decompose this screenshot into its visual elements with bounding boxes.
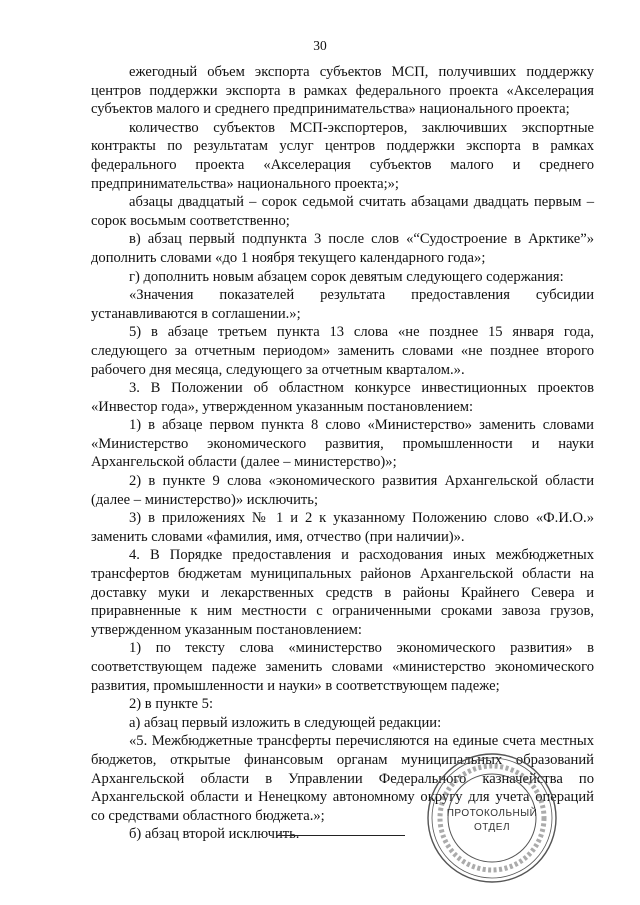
paragraph: абзацы двадцатый – сорок седьмой считать абзацами двадцать первым – сорок восьмым соответственно;	[91, 194, 594, 229]
paragraph: 3) в приложениях № 1 и 2 к указанному Положению слово «Ф.И.О.» заменить словами «фамилия, имя, отчество (при наличии)».	[91, 510, 594, 545]
paragraph: 5) в абзаце третьем пункта 13 слова «не позднее 15 января года, следующего за отчетным периодом» заменить словами «не позднее второго рабочего дня месяца, следующего за отчетным кварталом.».	[91, 324, 594, 378]
paragraph: а) абзац первый изложить в следующей редакции:	[129, 714, 442, 731]
signature-line	[277, 835, 405, 836]
paragraph: в) абзац первый подпункта 3 после слов «“Судостроение в Арктике”» дополнить словами «до 1 ноября текущего календарного года»;	[91, 231, 594, 266]
paragraph: 1) по тексту слова «министерство экономического развития» в соответствующем падеже заменить словами «министерство экономического развития, промышленности и науки» в соответствующем падеже;	[91, 640, 594, 694]
paragraph: 2) в пункте 9 слова «экономического развития Архангельской области (далее – министерство)» исключить;	[91, 473, 594, 508]
paragraph: 3. В Положении об областном конкурсе инвестиционных проектов «Инвестор года», утвержденном указанным постановлением:	[91, 380, 594, 415]
paragraph: б) абзац второй исключить.	[129, 826, 300, 843]
document-body	[91, 63, 594, 844]
paragraph: г) дополнить новым абзацем сорок девятым следующего содержания:	[129, 268, 564, 285]
stamp-label: ОТДЕЛ	[473, 822, 511, 833]
paragraph: «Значения показателей результата предоставления субсидии устанавливаются в соглашении.»;	[91, 287, 594, 322]
paragraph: количество субъектов МСП-экспортеров, заключивших экспортные контракты по результатам услуг центров поддержки экспорта в рамках федерального проекта «Акселерация субъектов малого и среднего предпринимательства» национального проекта;»;	[91, 119, 594, 192]
paragraph: 1) в абзаце первом пункта 8 слово «Министерство» заменить словами «Министерство экономического развития, промышленности и науки Архангельской области (далее – министерство)»;	[91, 417, 594, 471]
paragraph: 2) в пункте 5:	[129, 696, 214, 713]
stamp-label: ПРОТОКОЛЬНЫЙ	[446, 808, 538, 819]
page-number: 30	[313, 38, 327, 53]
official-stamp	[424, 750, 560, 886]
paragraph: ежегодный объем экспорта субъектов МСП, получивших поддержку центров поддержки экспорта в рамках федерального проекта «Акселерация субъектов малого и среднего предпринимательства» национального проекта;	[91, 64, 594, 118]
paragraph: «5. Межбюджетные трансферты перечисляются на единые счета местных бюджетов, открытые финансовым органам муниципальных образований Архангельской области в Управлении Федерального казначейства по Архангельской области и Ненецкому автономному округу для учета операций со средствами областного бюджета.»;	[91, 733, 594, 824]
paragraph: 4. В Порядке предоставления и расходования иных межбюджетных трансфертов бюджетам муниципальных районов Архангельской области на доставку муки и лекарственных средств в районы Крайнего Севера и приравненные к ним местности с ограниченными сроками завоза грузов, утвержденном указанным постановлением:	[91, 547, 594, 638]
